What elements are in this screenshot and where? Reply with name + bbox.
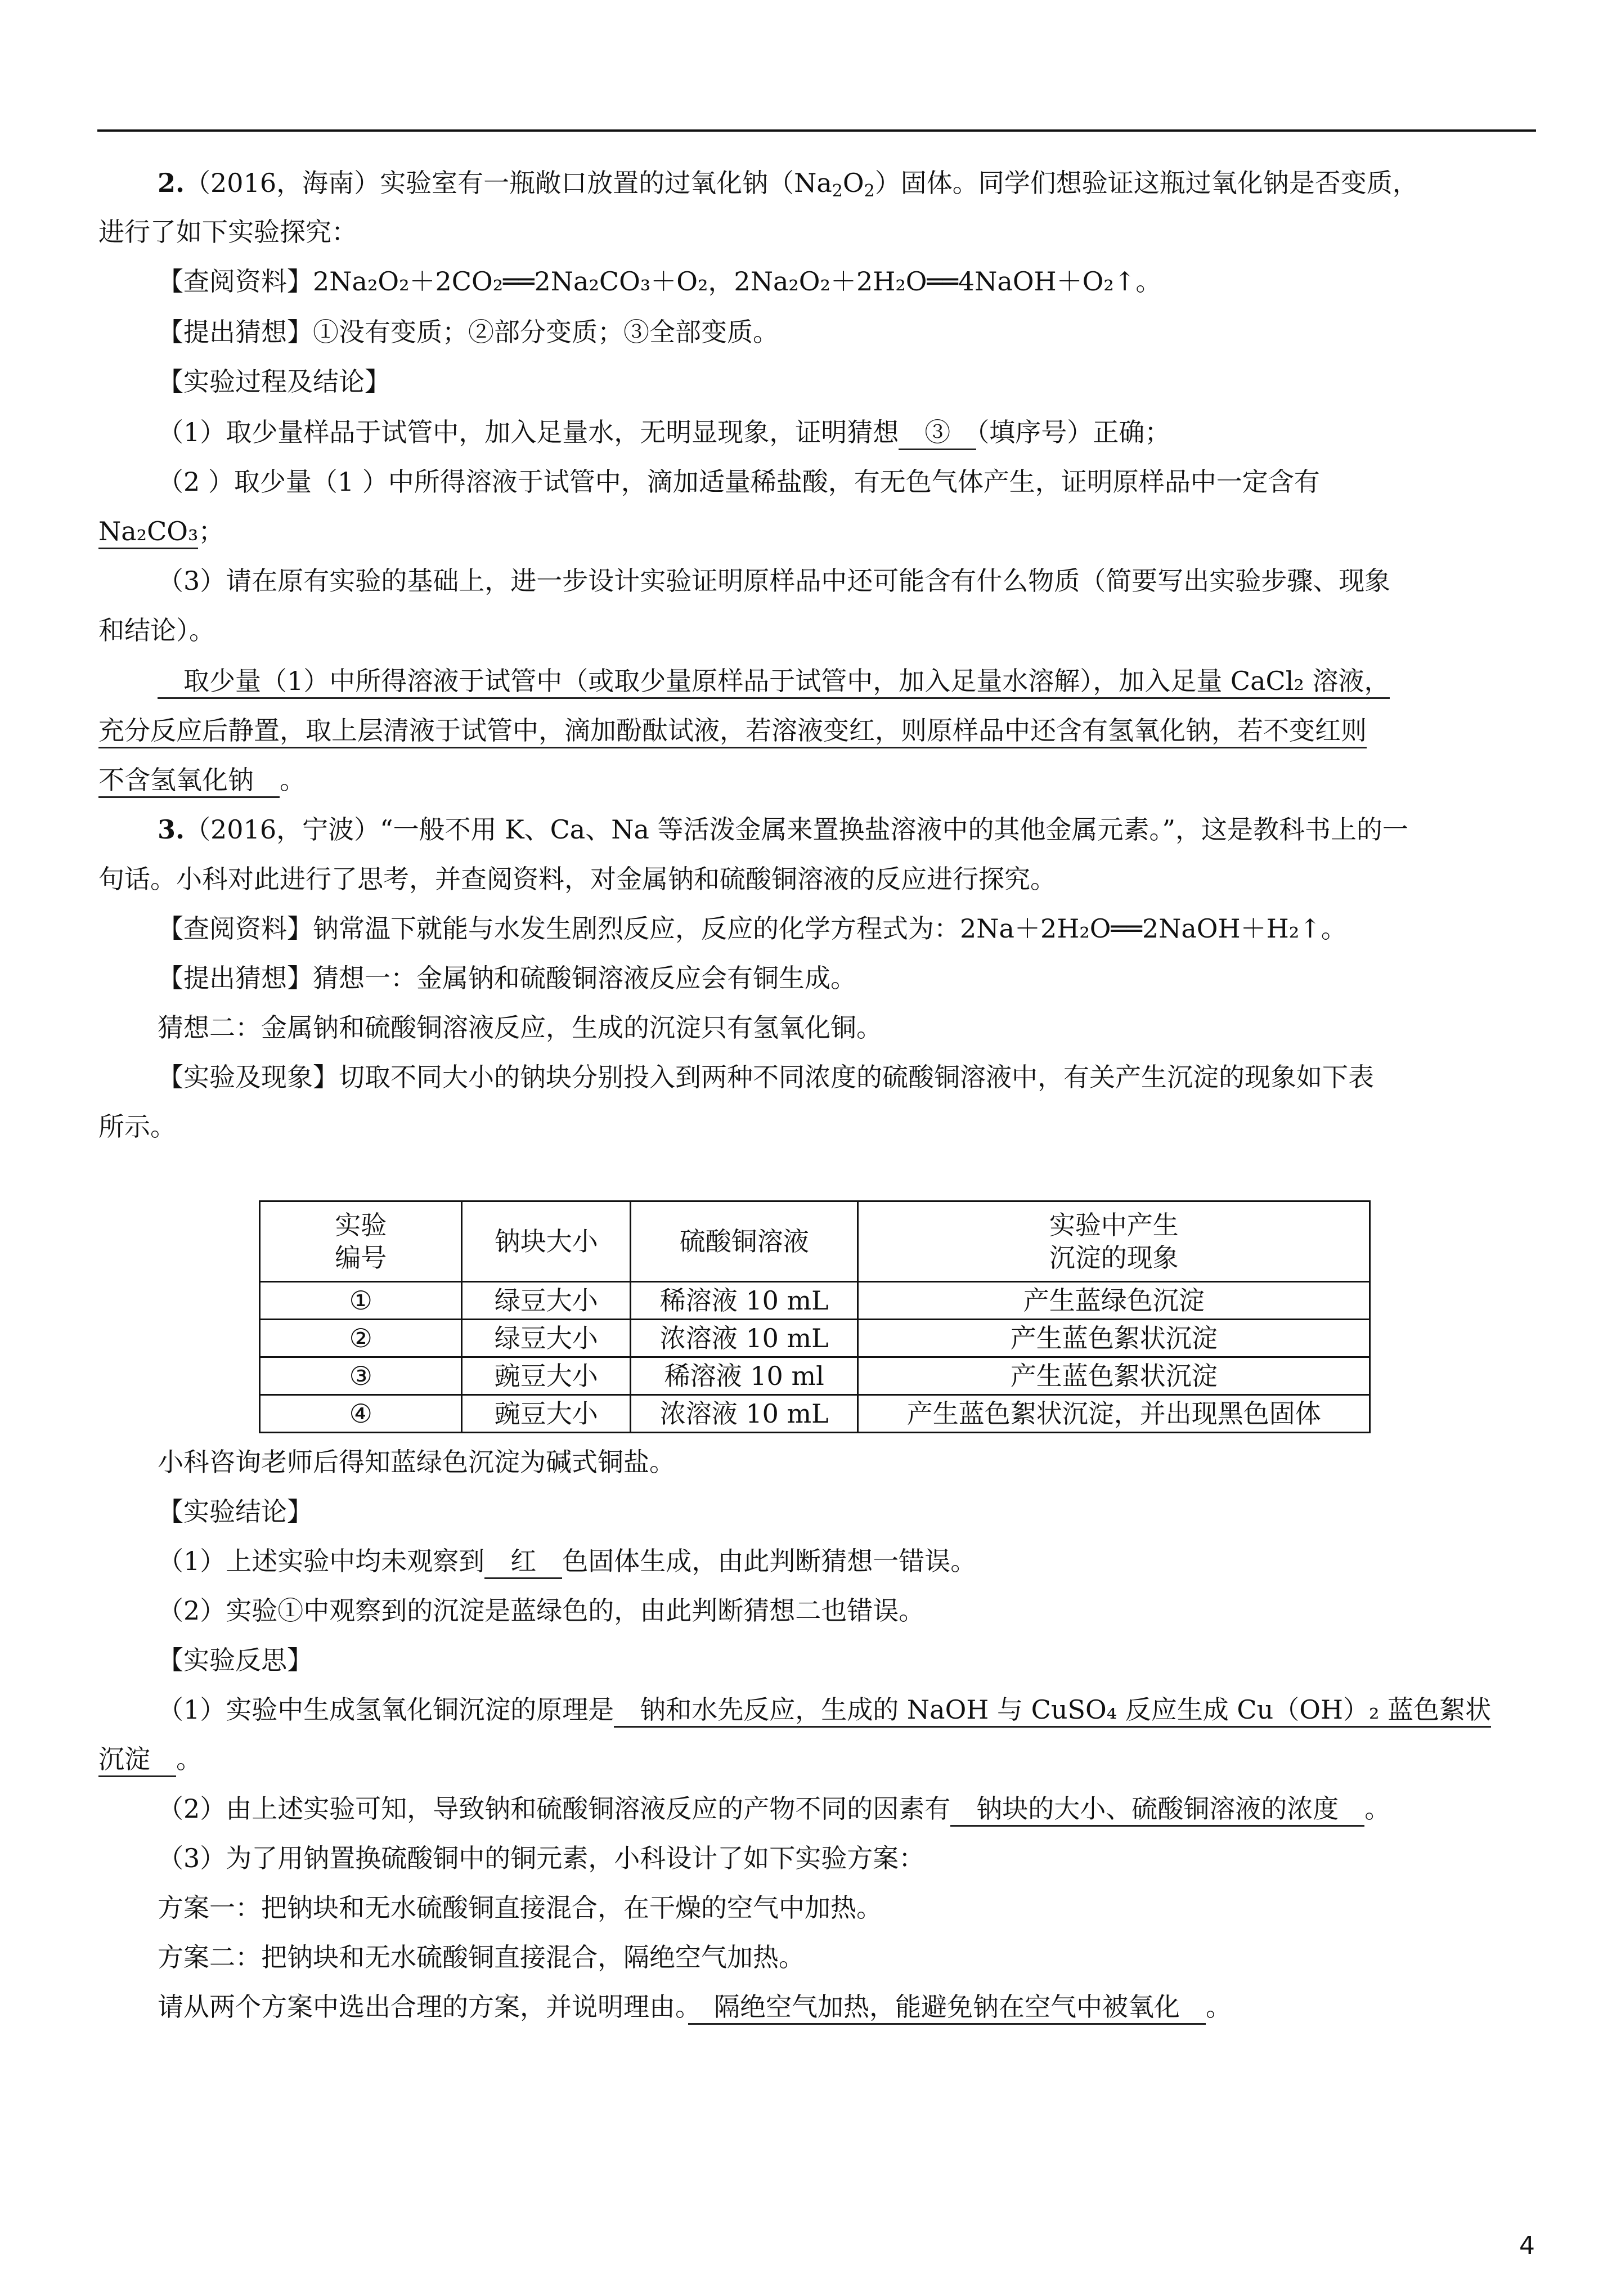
q3-hypothesis2: 猜想二：金属钠和硫酸铜溶液反应，生成的沉淀只有氢氧化铜。 (158, 1012, 882, 1043)
step-text: 。 (280, 765, 306, 795)
table-cell: ③ (260, 1357, 462, 1395)
experiment-text: 切取不同大小的钠块分别投入到两种不同浓度的硫酸铜溶液中，有关产生沉淀的现象如下表 (339, 1062, 1374, 1092)
q3-reflect1 (158, 1693, 1491, 1727)
table-cell: 产生蓝色絮状沉淀，并出现黑色固体 (858, 1395, 1370, 1433)
table-header-cell: 硫酸铜溶液 (631, 1201, 858, 1282)
section-label: 【提出猜想】 (158, 317, 313, 347)
q2-intro-text: 实验室有一瓶敞口放置的过氧化钠（Na (380, 168, 832, 198)
table-row (260, 1395, 1370, 1433)
q3-conclusion1 (158, 1544, 976, 1578)
q3-experiment-line2: 所示。 (98, 1111, 176, 1142)
q2-reference (158, 264, 1161, 298)
table-row (260, 1320, 1370, 1357)
q2-intro-text: O (842, 168, 864, 198)
q2-sub: 2 (832, 181, 843, 201)
answer-blank: 钠块的大小、硫酸铜溶液的浓度 (950, 1793, 1364, 1827)
q2-process-label: 【实验过程及结论】 (158, 366, 390, 397)
table-cell: 豌豆大小 (462, 1357, 631, 1395)
q2-step2-answer-line (98, 514, 224, 548)
step-text: 请从两个方案中选出合理的方案，并说明理由。 (158, 1992, 688, 2022)
q3-intro-line2: 句话。小科对此进行了思考，并查阅资料，对金属钠和硫酸铜溶液的反应进行探究。 (98, 864, 1056, 894)
q3-hypothesis1 (158, 961, 856, 995)
answer-blank: 钠和水先反应，生成的 NaOH 与 CuSO₄ 反应生成 Cu（OH）₂ 蓝色絮状 (614, 1694, 1491, 1728)
reference-equation: 2Na₂O₂＋2CO₂══2Na₂CO₃＋O₂，2Na₂O₂＋2H₂O══4NaOH＋O₂↑。 (313, 266, 1162, 297)
hypothesis-text: 猜想一：金属钠和硫酸铜溶液反应会有铜生成。 (313, 963, 856, 993)
q3-reflection-label: 【实验反思】 (158, 1645, 313, 1675)
step-text: 。 (1206, 1992, 1232, 2022)
table-cell: 稀溶液 10 mL (631, 1282, 858, 1320)
q2-step1 (158, 415, 1170, 449)
q2-sub: 2 (864, 181, 875, 201)
q3-reflect1-line2 (98, 1742, 202, 1776)
q3-reflect3: （3）为了用钠置换硫酸铜中的铜元素，小科设计了如下实验方案： (158, 1843, 925, 1873)
q3-after-table: 小科咨询老师后得知蓝绿色沉淀为碱式铜盐。 (158, 1447, 675, 1477)
table-header-row (260, 1201, 1370, 1282)
answer-blank: Na₂CO₃ (98, 516, 198, 549)
q3-reference (158, 912, 1347, 945)
q3-reflect2 (158, 1792, 1390, 1826)
q2-intro-text: ）固体。同学们想验证这瓶过氧化钠是否变质， (874, 168, 1418, 198)
table-cell: 浓溶液 10 mL (631, 1320, 858, 1357)
step-text: （1）实验中生成氢氧化铜沉淀的原理是 (158, 1694, 614, 1725)
reference-equation: 钠常温下就能与水发生剧烈反应，反应的化学方程式为：2Na＋2H₂O══2NaOH＋H₂↑。 (313, 913, 1347, 944)
section-label: 【查阅资料】 (158, 913, 313, 944)
q2-step2: （2 ）取少量（1 ）中所得溶液于试管中，滴加适量稀盐酸，有无色气体产生，证明原样品中一定含有 (158, 467, 1320, 497)
step-text: （1）取少量样品于试管中，加入足量水，无明显现象，证明猜想 (158, 417, 899, 447)
q2-answer3-line3 (98, 763, 306, 797)
q2-step3: （3）请在原有实验的基础上，进一步设计实验证明原样品中还可能含有什么物质（简要写出实验步骤、现象 (158, 566, 1391, 596)
section-label: 【查阅资料】 (158, 266, 313, 297)
section-label: 【提出猜想】 (158, 963, 313, 993)
q3-plan1: 方案一：把钠块和无水硫酸铜直接混合，在干燥的空气中加热。 (158, 1893, 882, 1923)
q2-answer3-line2 (98, 714, 1367, 747)
table-cell: 绿豆大小 (462, 1282, 631, 1320)
header-rule (97, 129, 1536, 132)
table-header-cell: 实验中产生 沉淀的现象 (858, 1201, 1370, 1282)
q3-intro-line1 (158, 813, 1408, 846)
table-cell: 豌豆大小 (462, 1395, 631, 1433)
step-text: 色固体生成，由此判断猜想一错误。 (562, 1546, 977, 1576)
step-text: 。 (176, 1744, 202, 1774)
q3-question (158, 1990, 1232, 2024)
q3-number: 3. (158, 814, 185, 845)
answer-blank: ③ (899, 417, 976, 450)
table-cell: 浓溶液 10 mL (631, 1395, 858, 1433)
q3-conclusion-label: 【实验结论】 (158, 1496, 313, 1527)
answer-blank: 充分反应后静置，取上层清液于试管中，滴加酚酞试液，若溶液变红，则原样品中还含有氢氧化钠，若不变红则 (98, 715, 1367, 748)
q2-intro-line2: 进行了如下实验探究： (98, 217, 357, 247)
page-number: 4 (1519, 2231, 1535, 2260)
q3-plan2: 方案二：把钠块和无水硫酸铜直接混合，隔绝空气加热。 (158, 1942, 805, 1972)
q2-source: （2016，海南） (185, 168, 380, 198)
answer-blank: 取少量（1）中所得溶液于试管中（或取少量原样品于试管中，加入足量水溶解），加入足量 CaCl₂ 溶液， (158, 666, 1390, 699)
table-cell: ② (260, 1320, 462, 1357)
step-text: （填序号）正确； (976, 417, 1171, 447)
q2-number: 2. (158, 168, 185, 198)
answer-blank: 红 (484, 1546, 562, 1579)
hypothesis-text: ①没有变质；②部分变质；③全部变质。 (313, 317, 779, 347)
table-cell: 产生蓝绿色沉淀 (858, 1282, 1370, 1320)
step-text: （1）上述实验中均未观察到 (158, 1546, 485, 1576)
table-header-cell: 钠块大小 (462, 1201, 631, 1282)
q2-hypothesis (158, 315, 779, 349)
step-text: （2）由上述实验可知，导致钠和硫酸铜溶液反应的产物不同的因素有 (158, 1793, 951, 1824)
table-cell: 绿豆大小 (462, 1320, 631, 1357)
table-row (260, 1357, 1370, 1395)
table-header-cell: 实验 编号 (260, 1201, 462, 1282)
answer-blank: 不含氢氧化钠 (98, 765, 280, 798)
section-label: 【实验及现象】 (158, 1062, 339, 1092)
q3-experiment (158, 1060, 1374, 1094)
q2-answer3-line1 (158, 664, 1390, 698)
experiment-table (259, 1200, 1371, 1433)
q2-step3-line2: 和结论）。 (98, 615, 215, 645)
step-text: ； (198, 516, 224, 546)
step-text: 。 (1364, 1793, 1391, 1824)
q3-source: （2016，宁波） (185, 814, 380, 845)
q3-conclusion2: （2）实验①中观察到的沉淀是蓝绿色的，由此判断猜想二也错误。 (158, 1595, 925, 1626)
q3-intro-text: “一般不用 K、Ca、Na 等活泼金属来置换盐溶液中的其他金属元素。”，这是教科书上的一 (380, 814, 1409, 845)
table-cell: 稀溶液 10 ml (631, 1357, 858, 1395)
table-cell: ① (260, 1282, 462, 1320)
table-cell: 产生蓝色絮状沉淀 (858, 1320, 1370, 1357)
table-cell: ④ (260, 1395, 462, 1433)
q2-intro-line1 (158, 166, 1418, 200)
answer-blank: 隔绝空气加热，能避免钠在空气中被氧化 (688, 1992, 1206, 2025)
table-row (260, 1282, 1370, 1320)
table-cell: 产生蓝色絮状沉淀 (858, 1357, 1370, 1395)
answer-blank: 沉淀 (98, 1744, 176, 1777)
